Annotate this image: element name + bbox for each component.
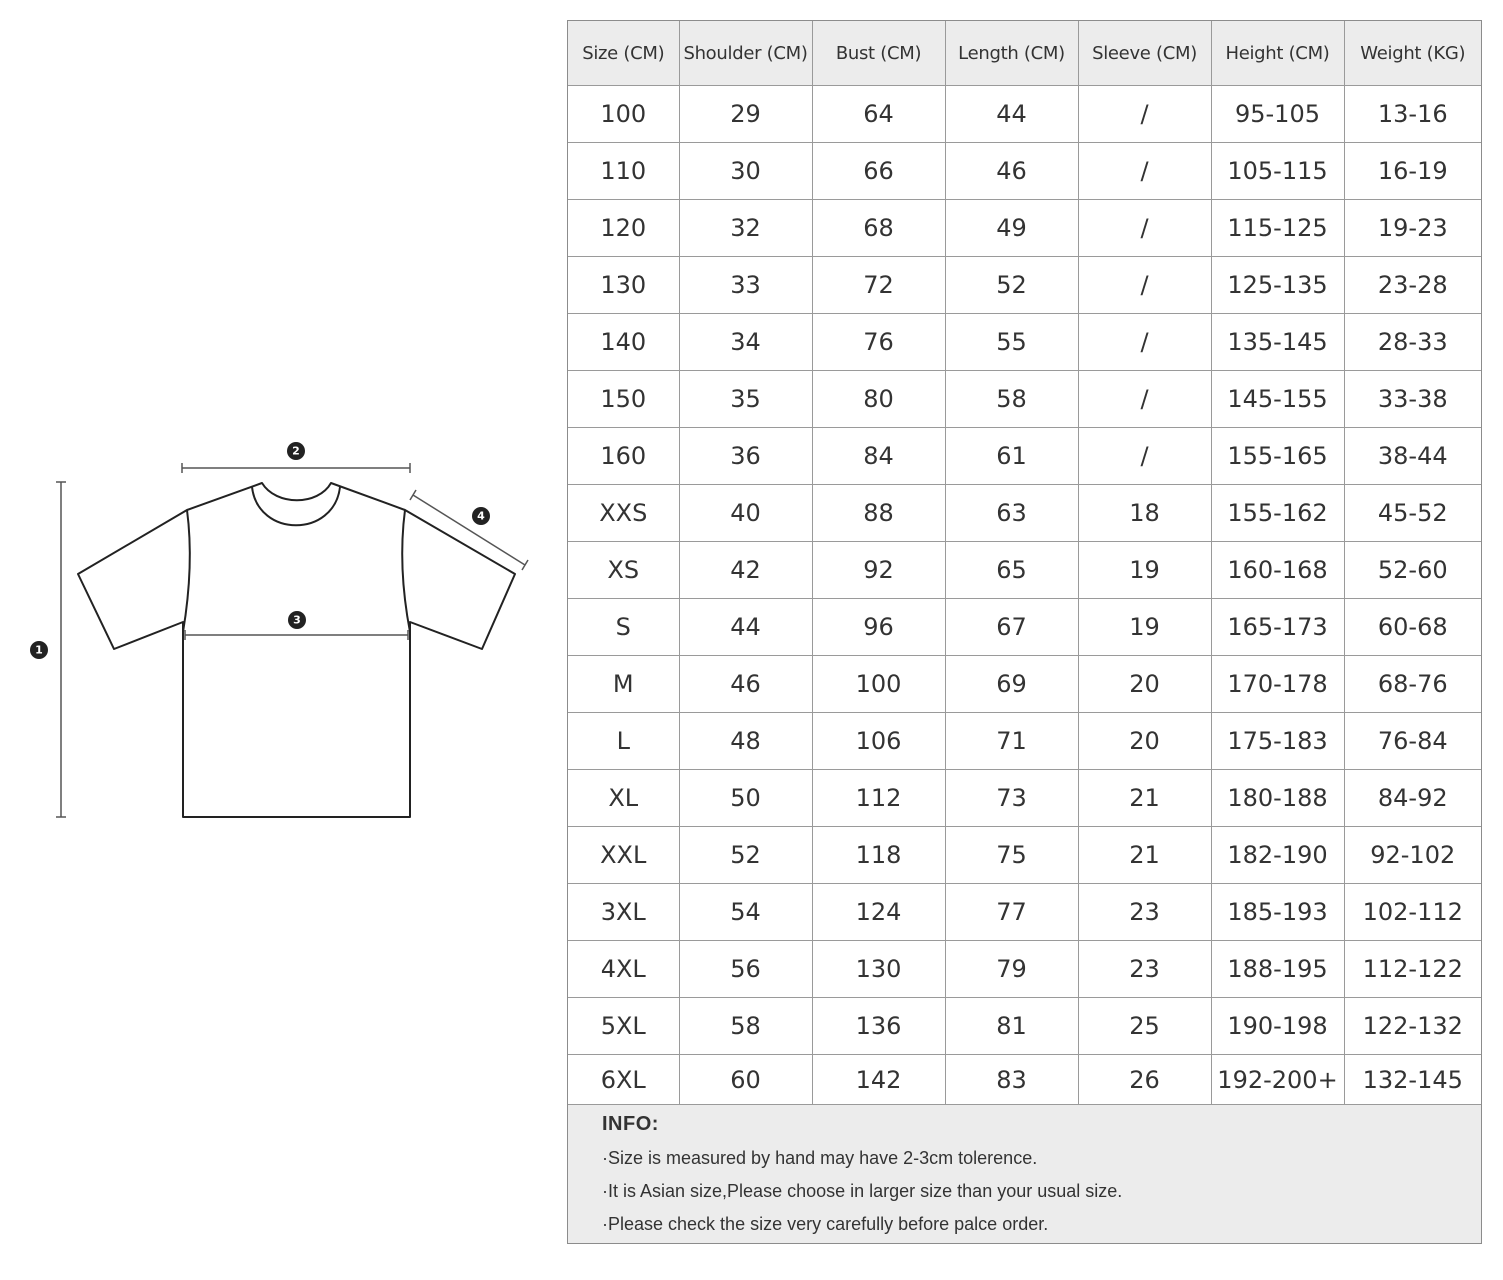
- table-cell: 185-193: [1211, 884, 1344, 941]
- table-cell: XXL: [568, 827, 679, 884]
- table-cell: 136: [812, 998, 945, 1055]
- table-cell: 16-19: [1344, 143, 1481, 200]
- table-cell: 19: [1078, 542, 1211, 599]
- table-cell: 55: [945, 314, 1078, 371]
- table-cell: 76: [812, 314, 945, 371]
- table-cell: 64: [812, 86, 945, 143]
- table-cell: /: [1078, 314, 1211, 371]
- table-cell: 155-162: [1211, 485, 1344, 542]
- marker-1: [30, 641, 48, 659]
- table-cell: 124: [812, 884, 945, 941]
- table-cell: 76-84: [1344, 713, 1481, 770]
- table-cell: /: [1078, 428, 1211, 485]
- table-cell: 21: [1078, 827, 1211, 884]
- table-cell: 30: [679, 143, 812, 200]
- table-cell: 102-112: [1344, 884, 1481, 941]
- table-cell: 190-198: [1211, 998, 1344, 1055]
- table-cell: 20: [1078, 656, 1211, 713]
- info-line: ·It is Asian size,Please choose in larger size than your usual size.: [602, 1181, 1123, 1201]
- table-row: [568, 371, 1481, 428]
- table-row: [568, 1055, 1481, 1105]
- table-cell: 132-145: [1344, 1055, 1481, 1105]
- table-cell: 26: [1078, 1055, 1211, 1105]
- table-cell: 19: [1078, 599, 1211, 656]
- table-cell: 140: [568, 314, 679, 371]
- table-cell: 112: [812, 770, 945, 827]
- table-cell: 100: [568, 86, 679, 143]
- table-cell: 6XL: [568, 1055, 679, 1105]
- table-cell: XL: [568, 770, 679, 827]
- size-chart: [567, 20, 1482, 1244]
- table-row: [568, 200, 1481, 257]
- table-cell: 52-60: [1344, 542, 1481, 599]
- table-cell: 160-168: [1211, 542, 1344, 599]
- marker-4: [472, 507, 490, 525]
- table-row: [568, 656, 1481, 713]
- table-row: [568, 599, 1481, 656]
- table-cell: 145-155: [1211, 371, 1344, 428]
- table-cell: 96: [812, 599, 945, 656]
- header-bust: Bust (CM): [812, 21, 945, 86]
- table-row: [568, 143, 1481, 200]
- table-cell: 84-92: [1344, 770, 1481, 827]
- svg-text:2: 2: [292, 444, 300, 458]
- table-cell: 40: [679, 485, 812, 542]
- table-cell: 29: [679, 86, 812, 143]
- table-cell: 58: [679, 998, 812, 1055]
- table-cell: 60: [679, 1055, 812, 1105]
- table-cell: 88: [812, 485, 945, 542]
- table-cell: S: [568, 599, 679, 656]
- table-cell: 71: [945, 713, 1078, 770]
- length-measure-line: [56, 482, 66, 817]
- table-cell: 4XL: [568, 941, 679, 998]
- svg-text:3: 3: [293, 613, 301, 627]
- table-row: [568, 884, 1481, 941]
- table-cell: 38-44: [1344, 428, 1481, 485]
- table-cell: 44: [679, 599, 812, 656]
- table-cell: 73: [945, 770, 1078, 827]
- table-cell: 42: [679, 542, 812, 599]
- table-cell: XS: [568, 542, 679, 599]
- table-cell: 155-165: [1211, 428, 1344, 485]
- header-sleeve: Sleeve (CM): [1078, 21, 1211, 86]
- table-row: [568, 998, 1481, 1055]
- table-cell: 25: [1078, 998, 1211, 1055]
- table-cell: 106: [812, 713, 945, 770]
- table-cell: 115-125: [1211, 200, 1344, 257]
- table-cell: 33-38: [1344, 371, 1481, 428]
- table-cell: 58: [945, 371, 1078, 428]
- table-cell: 48: [679, 713, 812, 770]
- table-cell: 46: [945, 143, 1078, 200]
- table-cell: 52: [945, 257, 1078, 314]
- table-cell: 130: [812, 941, 945, 998]
- table-row: [568, 713, 1481, 770]
- table-cell: 68-76: [1344, 656, 1481, 713]
- table-cell: 118: [812, 827, 945, 884]
- marker-2: [287, 442, 305, 460]
- table-cell: 20: [1078, 713, 1211, 770]
- table-cell: 165-173: [1211, 599, 1344, 656]
- table-cell: 65: [945, 542, 1078, 599]
- table-cell: 5XL: [568, 998, 679, 1055]
- table-cell: 21: [1078, 770, 1211, 827]
- table-cell: 80: [812, 371, 945, 428]
- table-cell: 92: [812, 542, 945, 599]
- tshirt-illustration: [0, 0, 560, 1280]
- header-height: Height (CM): [1211, 21, 1344, 86]
- table-cell: M: [568, 656, 679, 713]
- table-cell: L: [568, 713, 679, 770]
- header-shoulder: Shoulder (CM): [679, 21, 812, 86]
- table-cell: 45-52: [1344, 485, 1481, 542]
- table-cell: 175-183: [1211, 713, 1344, 770]
- header-weight: Weight (KG): [1344, 21, 1481, 86]
- marker-3: [288, 611, 306, 629]
- size-table: [568, 21, 1481, 1104]
- table-cell: 63: [945, 485, 1078, 542]
- table-cell: 34: [679, 314, 812, 371]
- table-cell: 170-178: [1211, 656, 1344, 713]
- info-line: ·Size is measured by hand may have 2-3cm tolerence.: [602, 1148, 1038, 1168]
- table-cell: 69: [945, 656, 1078, 713]
- table-row: [568, 485, 1481, 542]
- table-cell: 142: [812, 1055, 945, 1105]
- table-cell: 150: [568, 371, 679, 428]
- table-row: [568, 827, 1481, 884]
- table-cell: 28-33: [1344, 314, 1481, 371]
- table-cell: 44: [945, 86, 1078, 143]
- table-cell: 75: [945, 827, 1078, 884]
- table-cell: 3XL: [568, 884, 679, 941]
- table-cell: 49: [945, 200, 1078, 257]
- table-cell: 130: [568, 257, 679, 314]
- table-cell: 18: [1078, 485, 1211, 542]
- table-row: [568, 257, 1481, 314]
- table-cell: 77: [945, 884, 1078, 941]
- table-cell: 83: [945, 1055, 1078, 1105]
- table-cell: 84: [812, 428, 945, 485]
- table-cell: /: [1078, 143, 1211, 200]
- table-cell: 52: [679, 827, 812, 884]
- table-cell: 33: [679, 257, 812, 314]
- table-cell: 110: [568, 143, 679, 200]
- table-row: [568, 542, 1481, 599]
- info-section: [568, 1104, 1481, 1243]
- table-cell: 160: [568, 428, 679, 485]
- table-cell: 68: [812, 200, 945, 257]
- table-cell: 188-195: [1211, 941, 1344, 998]
- info-line: ·Please check the size very carefully before palce order.: [602, 1214, 1049, 1234]
- table-cell: 81: [945, 998, 1078, 1055]
- table-cell: 56: [679, 941, 812, 998]
- info-title: INFO:: [602, 1113, 659, 1135]
- table-row: [568, 941, 1481, 998]
- table-cell: 79: [945, 941, 1078, 998]
- table-cell: /: [1078, 371, 1211, 428]
- size-table-body: [568, 86, 1481, 1105]
- svg-text:1: 1: [35, 643, 43, 657]
- table-cell: 23: [1078, 884, 1211, 941]
- table-cell: 66: [812, 143, 945, 200]
- shoulder-measure-line: [182, 463, 410, 473]
- tshirt-outline: [78, 483, 515, 817]
- header-length: Length (CM): [945, 21, 1078, 86]
- table-cell: 135-145: [1211, 314, 1344, 371]
- svg-text:4: 4: [477, 509, 485, 523]
- table-cell: 180-188: [1211, 770, 1344, 827]
- table-cell: 23: [1078, 941, 1211, 998]
- table-cell: 95-105: [1211, 86, 1344, 143]
- table-cell: 105-115: [1211, 143, 1344, 200]
- table-cell: 122-132: [1344, 998, 1481, 1055]
- table-cell: 36: [679, 428, 812, 485]
- table-cell: 50: [679, 770, 812, 827]
- table-cell: 60-68: [1344, 599, 1481, 656]
- table-cell: 72: [812, 257, 945, 314]
- table-cell: /: [1078, 257, 1211, 314]
- table-cell: 46: [679, 656, 812, 713]
- table-row: [568, 770, 1481, 827]
- table-cell: 100: [812, 656, 945, 713]
- table-cell: 32: [679, 200, 812, 257]
- table-cell: 92-102: [1344, 827, 1481, 884]
- table-row: [568, 428, 1481, 485]
- table-cell: 120: [568, 200, 679, 257]
- header-size: Size (CM): [568, 21, 679, 86]
- table-cell: 19-23: [1344, 200, 1481, 257]
- table-header-row: [568, 21, 1481, 86]
- table-cell: 23-28: [1344, 257, 1481, 314]
- table-cell: 182-190: [1211, 827, 1344, 884]
- table-cell: 192-200+: [1211, 1055, 1344, 1105]
- table-cell: 13-16: [1344, 86, 1481, 143]
- table-cell: 54: [679, 884, 812, 941]
- table-cell: /: [1078, 86, 1211, 143]
- table-cell: XXS: [568, 485, 679, 542]
- table-cell: 67: [945, 599, 1078, 656]
- table-cell: 112-122: [1344, 941, 1481, 998]
- table-row: [568, 86, 1481, 143]
- table-row: [568, 314, 1481, 371]
- table-cell: 61: [945, 428, 1078, 485]
- table-cell: /: [1078, 200, 1211, 257]
- table-cell: 125-135: [1211, 257, 1344, 314]
- table-cell: 35: [679, 371, 812, 428]
- tshirt-diagram: [0, 0, 560, 1280]
